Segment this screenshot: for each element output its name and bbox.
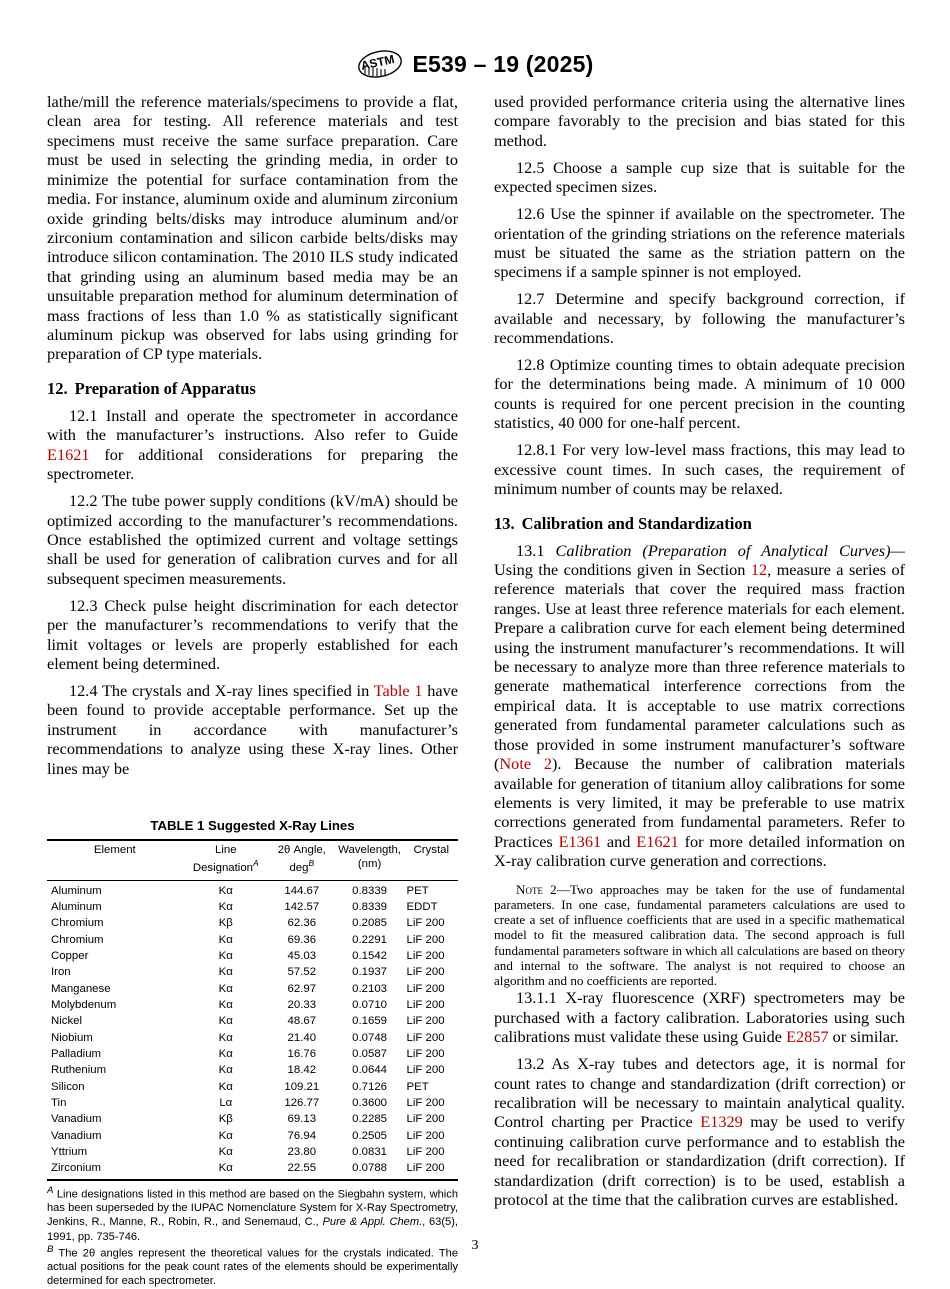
cell-crystal: EDDT [406,900,438,913]
left-column [47,92,458,1289]
table-footnotes [47,1185,458,1289]
table-row [47,932,458,948]
cell-two-theta-angle: 16.76 [287,1048,317,1061]
cell-wavelength: 0.0788 [335,1161,405,1180]
cell-wavelength: 0.2103 [352,982,388,995]
cell-crystal: LiF 200 [406,1146,445,1159]
cell-line-designation: Kα [218,982,233,995]
table-row [47,1128,458,1144]
cell-wavelength: 0.1659 [352,1015,388,1028]
cell-line-designation: Kα [218,949,233,962]
cell-crystal: LiF 200 [406,1031,445,1044]
cell-line-designation: Kα [218,1064,233,1077]
cell-element: Silicon [51,1080,85,1093]
cell-crystal: LiF 200 [406,1129,445,1142]
cell-line-designation: Kα [218,966,233,979]
paragraph-13-1-1: 13.1.1 X-ray fluorescence (XRF) spectrometers may be purchased with a factory calibration. Laboratories using such calibrations must validate these using Guide E2857 or similar. [494,988,905,1047]
reference-link-e1329[interactable]: E1329 [700,1112,743,1132]
reference-link-e1621-a[interactable]: E1621 [47,444,90,464]
column-header-line-designation: Line Designation$^A$ [183,840,269,880]
footnote-mark-b: B [308,857,315,868]
section-title-12: Preparation of Apparatus [74,378,256,398]
astm-logo-icon [357,49,403,79]
cell-wavelength: 0.8339 [352,900,388,913]
paragraph-13-1-italic-lead: Calibration (Preparation of Analytical Curves)— [555,540,905,560]
cell-two-theta-angle: 76.94 [287,1129,317,1142]
paragraph-12-4-text-a: 12.4 The crystals and X-ray lines specified in [69,680,374,700]
cell-line-designation: Kα [218,1048,233,1061]
paragraph-13-2: 13.2 As X-ray tubes and detectors age, it is normal for count rates to change and standardization (drift correction) or recalibration will be necessary to maintain analytical quality. Control charting per Practice E1329 may be used to verify continuing calibration curve performance and to establish the need for recalibration or standardization (drift correction). If standardization (drift correction) is to be used, establish a protocol at the time that the calibration curves are established. [494,1054,905,1210]
table-1-block [47,818,458,1289]
cell-element: Manganese [51,982,111,995]
cell-two-theta-angle: 62.36 [287,917,317,930]
right-column [494,92,905,1289]
cell-crystal: LiF 200 [406,933,445,946]
cell-two-theta-angle: 22.55 [269,1161,335,1180]
page-header [0,0,950,84]
document-title: E539 – 19 (2025) [412,50,594,77]
table-row [47,1063,458,1079]
cell-element: Ruthenium [51,1064,107,1077]
table-row [47,1030,458,1046]
paragraph-12-1-text-b: for additional considerations for preparing the spectrometer. [47,444,458,484]
cell-two-theta-angle: 57.52 [287,966,317,979]
paragraph-12-6: 12.6 Use the spinner if available on the spectrometer. The orientation of the grinding striations on the reference materials must be situated the same as the striation pattern on the specimens if a sample spinner is not employed. [494,204,905,282]
cell-line-designation: Kα [183,1161,269,1180]
table-row [47,899,458,915]
table-row [47,1112,458,1128]
cell-wavelength: 0.2285 [352,1113,388,1126]
cell-wavelength: 0.1937 [352,966,388,979]
cell-element: Chromium [51,917,104,930]
paragraph-12-5: 12.5 Choose a sample cup size that is suitable for the expected specimen sizes. [494,157,905,197]
cell-line-designation: Kα [218,900,233,913]
table-1-suggested-xray-lines [47,839,458,1181]
reference-link-note-2[interactable]: Note 2 [499,754,553,774]
cell-crystal: LiF 200 [406,1113,445,1126]
cell-line-designation: Kα [218,1146,233,1159]
reference-link-table-1[interactable]: Table 1 [373,680,423,700]
cell-crystal: LiF 200 [406,1048,445,1061]
column-header-crystal: Crystal [405,840,458,880]
cell-element: Zirconium [47,1161,183,1180]
cell-line-designation: Kα [218,933,233,946]
footnote-mark-a: A [253,857,259,868]
section-heading-13 [494,514,905,534]
column-header-wavelength: Wavelength, (nm) [335,840,405,880]
cell-wavelength: 0.2291 [352,933,388,946]
cell-wavelength: 0.0710 [352,999,388,1012]
cell-two-theta-angle: 144.67 [269,880,335,899]
note-2-block [494,882,905,989]
cell-element: Yttrium [51,1146,88,1159]
paragraph-12-1-text-a: 12.1 Install and operate the spectrometer in accordance with the manufacturer’s instructions. Also refer to Guide [47,405,458,445]
cell-two-theta-angle: 62.97 [287,982,317,995]
cell-wavelength: 0.0748 [352,1031,388,1044]
section-number-12: 12. [47,378,68,398]
cell-element: Vanadium [51,1113,102,1126]
paragraph-12-4 [47,681,458,778]
cell-two-theta-angle: 126.77 [284,1097,320,1110]
table-row [47,1014,458,1030]
paragraph-12-8: 12.8 Optimize counting times to obtain adequate precision for the determinations being made. A minimum of 10 000 counts is required for one percent precision in the counting statistics, 40 000 for one-half percent. [494,355,905,433]
cell-crystal: LiF 200 [406,949,445,962]
table-row [47,880,458,899]
table-body [47,880,458,1180]
section-title-13: Calibration and Standardization [521,513,752,533]
cell-wavelength: 0.1542 [352,949,388,962]
reference-link-e2857[interactable]: E2857 [786,1027,829,1047]
table-row [47,948,458,964]
cell-two-theta-angle: 21.40 [287,1031,317,1044]
content-columns [47,92,905,1289]
note-2-text: —Two approaches may be taken for the use of fundamental parameters. In one case, fundamental parameters calculations are used to create a set of influence coefficients that are used in a specific mathematical model to fit the measured calibration data. The second approach is full fundamental parameters software in which all calculations are based on theory and internal to the software. The analyst is not required to choose an algorithm and no coefficients are reported. [494,881,905,989]
cell-element: Copper [51,949,89,962]
column-header-two-theta-angle: 2θ Angle, deg$^B$ [269,840,335,880]
table-row [47,1079,458,1095]
cell-crystal: LiF 200 [406,1064,445,1077]
paragraph-12-7: 12.7 Determine and specify background correction, if available and necessary, by following the manufacturer’s recommendations. [494,289,905,348]
table-footnote-b: B The 2θ angles represent the theoretical values for the crystals indicated. The actual positions for the peak count rates of the elements should be experimentally determined for each spectrometer. [47,1243,458,1288]
table-footnote-a: A Line designations listed in this method are based on the Siegbahn system, which has been superseded by the IUPAC Nomenclature System for X-Ray Spectrometry, Jenkins, R., Manne, R., Robin, R., and Senemaud, C., Pure & Appl. Chem., 63(5), 1991, pp. 735-746. [47,1184,458,1243]
cell-two-theta-angle: 109.21 [284,1080,320,1093]
svg-text:ASTM: ASTM [359,52,396,73]
cell-two-theta-angle: 69.36 [287,933,317,946]
cell-element: Iron [51,966,71,979]
cell-line-designation: Lα [219,1097,233,1110]
table-row [47,1161,458,1180]
cell-two-theta-angle: 45.03 [287,949,317,962]
cell-wavelength: 0.0644 [352,1064,388,1077]
cell-line-designation: Kα [183,880,269,899]
cell-two-theta-angle: 69.13 [287,1113,317,1126]
note-2-label: Note 2 [516,881,557,897]
cell-element: Vanadium [51,1129,102,1142]
cell-wavelength: 0.0587 [352,1048,388,1061]
cell-two-theta-angle: 20.33 [287,999,317,1012]
page-number: 3 [471,1238,479,1253]
cell-crystal: LiF 200 [405,1161,458,1180]
reference-link-e1621-b[interactable]: E1621 [636,831,679,851]
table-row [47,1095,458,1111]
cell-crystal: PET [406,1080,429,1093]
paragraph-13-1: 13.1 Calibration (Preparation of Analytical Curves)—Using the conditions given in Section 12, measure a series of reference materials that cover the required mass fraction ranges. Use at least three reference materials for each element. Prepare a calibration curve for each element being determined using the instrument manufacturer’s recommendations. It will be necessary to analyze more than three reference materials to generate mathematical interference corrections from the empirical data. It is acceptable to use matrix corrections generated from fundamental parameter calculations such as those provided in some instrument manufacturer’s software (Note 2). Because the number of calibration materials available for generation of titanium alloy calibrations for some elements is very limited, it may be preferable to use matrix corrections generated from fundamental parameters. Refer to Practices E1361 and E1621 for more detailed information on X-ray calibration curve generation and corrections. [494,540,906,871]
cell-element: Chromium [51,933,104,946]
cell-crystal: LiF 200 [406,999,445,1012]
cell-line-designation: Kα [218,1080,233,1093]
cell-crystal: PET [405,880,458,899]
cell-line-designation: Kβ [218,917,233,930]
table-row [47,981,458,997]
cell-two-theta-angle: 48.67 [287,1015,317,1028]
table-row [47,997,458,1013]
cell-crystal: LiF 200 [406,1097,445,1110]
paragraph-12-2: 12.2 The tube power supply conditions (kV/mA) should be optimized according to the manufacturer’s recommendations. Once established the optimized current and voltage settings shall be used for generation of calibration curves and for all subsequent specimen measurements. [47,491,458,588]
cell-wavelength: 0.8339 [335,880,405,899]
paragraph-12-3: 12.3 Check pulse height discrimination for each detector per the manufacturer’s recommendations to verify that the limit voltages or levels are properly established for each element being determined. [47,595,458,673]
cell-line-designation: Kβ [218,1113,233,1126]
paragraph-continued-left: lathe/mill the reference materials/specimens to provide a flat, clean area for testing. All reference materials and test specimens must receive the same surface preparation. Care must be used in selecting the grinding media, in order to minimize the potential for surface contamination from the media. For instance, aluminum oxide and aluminum zirconium oxide grinding belts/disks may introduce aluminum and/or zirconium contamination and silicon carbide belts/disks may introduce silicon contamination. The 2010 ILS study indicated that grinding using an aluminum based media may be an unsuitable preparation method for aluminum determination of mass fractions of less than 1.0 % as statistically significant aluminum pickup was observed for labs using grinding for preparation of CP type materials. [47,92,458,364]
column-header-element: Element [47,840,183,880]
table-header-row [47,840,458,880]
cell-line-designation: Kα [218,999,233,1012]
paragraph-12-4-text-b: have been found to provide acceptable performance. Set up the instrument in accordance with manufacturer’s recommendations to analyze using these X-ray lines. Other lines may be [47,680,458,778]
cell-line-designation: Kα [218,1031,233,1044]
table-row [47,965,458,981]
cell-element: Palladium [51,1048,102,1061]
cell-element: Aluminum [47,880,183,899]
table-row [47,1046,458,1062]
section-heading-12 [47,379,458,399]
cell-line-designation: Kα [218,1129,233,1142]
paragraph-12-8-1: 12.8.1 For very low-level mass fractions, this may lead to excessive count times. In such cases, the requirement of minimum number of counts may be relaxed. [494,440,905,499]
cell-wavelength: 0.2085 [352,917,388,930]
cell-element: Nickel [51,1015,83,1028]
cell-element: Tin [51,1097,67,1110]
paragraph-12-1 [47,406,458,484]
cell-line-designation: Kα [218,1015,233,1028]
reference-link-section-12[interactable]: 12 [750,559,768,579]
reference-link-e1361[interactable]: E1361 [558,831,602,851]
cell-wavelength: 0.7126 [352,1080,388,1093]
cell-crystal: LiF 200 [406,966,445,979]
cell-element: Niobium [51,1031,93,1044]
paragraph-continued-right: used provided performance criteria using the alternative lines compare favorably to the precision and bias stated for this method. [494,92,905,150]
section-number-13: 13. [494,513,515,533]
cell-wavelength: 0.3600 [352,1097,388,1110]
cell-two-theta-angle: 18.42 [287,1064,317,1077]
table-row [47,1145,458,1161]
table-row [47,916,458,932]
cell-two-theta-angle: 23.80 [287,1146,317,1159]
table-1-caption: TABLE 1 Suggested X-Ray Lines [150,818,355,833]
cell-two-theta-angle: 142.57 [284,900,320,913]
cell-wavelength: 0.2505 [352,1129,388,1142]
cell-crystal: LiF 200 [406,917,445,930]
cell-element: Aluminum [51,900,102,913]
cell-crystal: LiF 200 [406,1015,445,1028]
cell-element: Molybdenum [51,999,117,1012]
cell-wavelength: 0.0831 [352,1146,388,1159]
table-header [47,840,458,880]
cell-crystal: LiF 200 [406,982,445,995]
